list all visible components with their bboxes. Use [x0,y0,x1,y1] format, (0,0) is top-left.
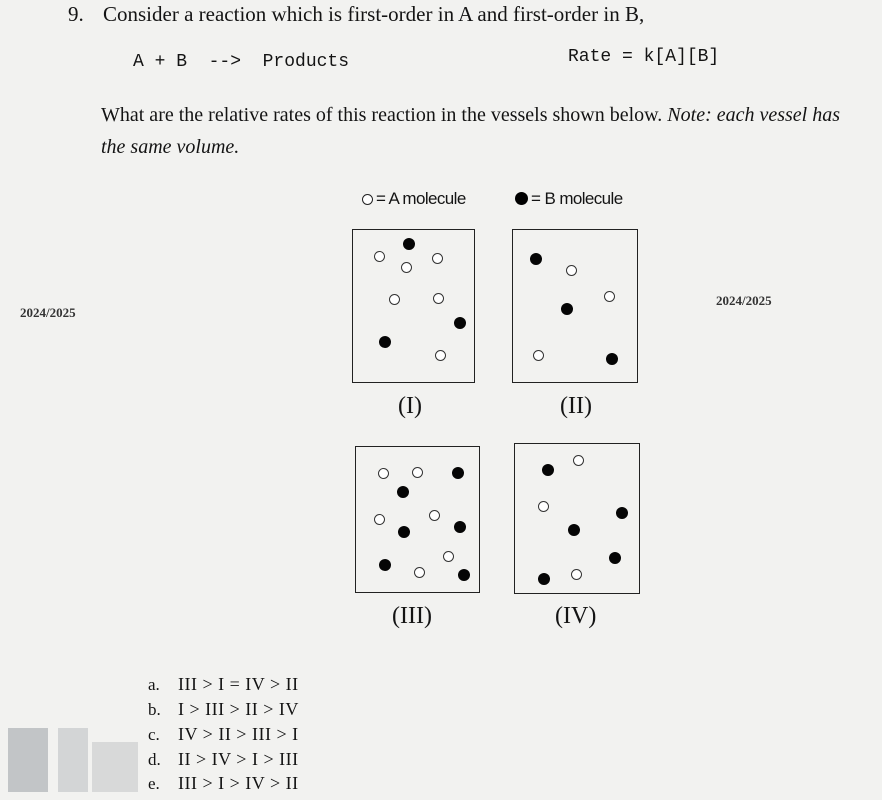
legend-a [362,189,466,209]
vessel-III [355,446,480,593]
b-molecule [403,238,415,250]
a-molecule [573,455,584,466]
a-molecule [401,262,412,273]
a-molecule [533,350,544,361]
b-molecule [379,336,391,348]
background-shape [8,728,48,792]
b-molecule [379,559,391,571]
a-molecule [414,567,425,578]
b-molecule [530,253,542,265]
background-shape [58,728,88,792]
a-molecule [566,265,577,276]
b-molecule [568,524,580,536]
choice-d[interactable] [148,749,299,770]
a-molecule [538,501,549,512]
b-molecule [452,467,464,479]
choice-text: I > III > II > IV [178,699,299,719]
choice-letter: e. [148,774,160,793]
choice-text: III > I = IV > II [178,674,299,694]
a-molecule [374,251,385,262]
choice-text: III > I > IV > II [178,773,299,793]
a-molecule [412,467,423,478]
watermark-right: 2024/2025 [716,293,772,308]
question-number: 9. [68,2,84,26]
choice-letter: b. [148,700,161,719]
background-shape [92,742,138,792]
filled-circle-icon [515,192,528,205]
a-molecule [443,551,454,562]
choice-b[interactable] [148,699,299,720]
b-molecule [616,507,628,519]
rate-law: Rate = k[A][B] [568,47,720,67]
choice-a[interactable] [148,674,299,695]
b-molecule [397,486,409,498]
legend-b [515,189,623,209]
b-molecule [609,552,621,564]
volume-note: Note: each vessel has the same volume. [101,104,841,158]
reaction-equation: A + B --> Products [133,52,350,72]
watermark-left: 2024/2025 [20,305,76,320]
vessel-IV-label: (IV) [555,603,597,629]
a-molecule [433,293,444,304]
vessel-I-label: (I) [398,393,422,419]
open-circle-icon [362,194,373,205]
a-molecule [374,514,385,525]
vessel-IV [514,443,640,594]
b-molecule [606,353,618,365]
a-molecule [435,350,446,361]
b-molecule [561,303,573,315]
legend-b-label: = B molecule [531,189,623,208]
choice-letter: c. [148,725,160,744]
choice-c[interactable] [148,724,299,745]
a-molecule [604,291,615,302]
a-molecule [378,468,389,479]
b-molecule [398,526,410,538]
b-molecule [454,317,466,329]
prompt-text: What are the relative rates of this reaction in the vessels shown below. [101,104,663,126]
choice-text: IV > II > III > I [178,724,299,744]
b-molecule [538,573,550,585]
question-text: Consider a reaction which is first-order in A and first-order in B, [103,2,645,26]
vessel-II [512,229,638,383]
vessel-I [352,229,475,383]
a-molecule [432,253,443,264]
vessel-III-label: (III) [392,603,432,629]
b-molecule [458,569,470,581]
choice-letter: a. [148,675,160,694]
a-molecule [571,569,582,580]
b-molecule [542,464,554,476]
vessel-II-label: (II) [560,393,592,419]
question-prompt [101,99,861,163]
choice-text: II > IV > I > III [178,749,299,769]
a-molecule [429,510,440,521]
legend-a-label: = A molecule [376,189,466,208]
a-molecule [389,294,400,305]
b-molecule [454,521,466,533]
choice-e[interactable] [148,773,299,794]
choice-letter: d. [148,750,161,769]
